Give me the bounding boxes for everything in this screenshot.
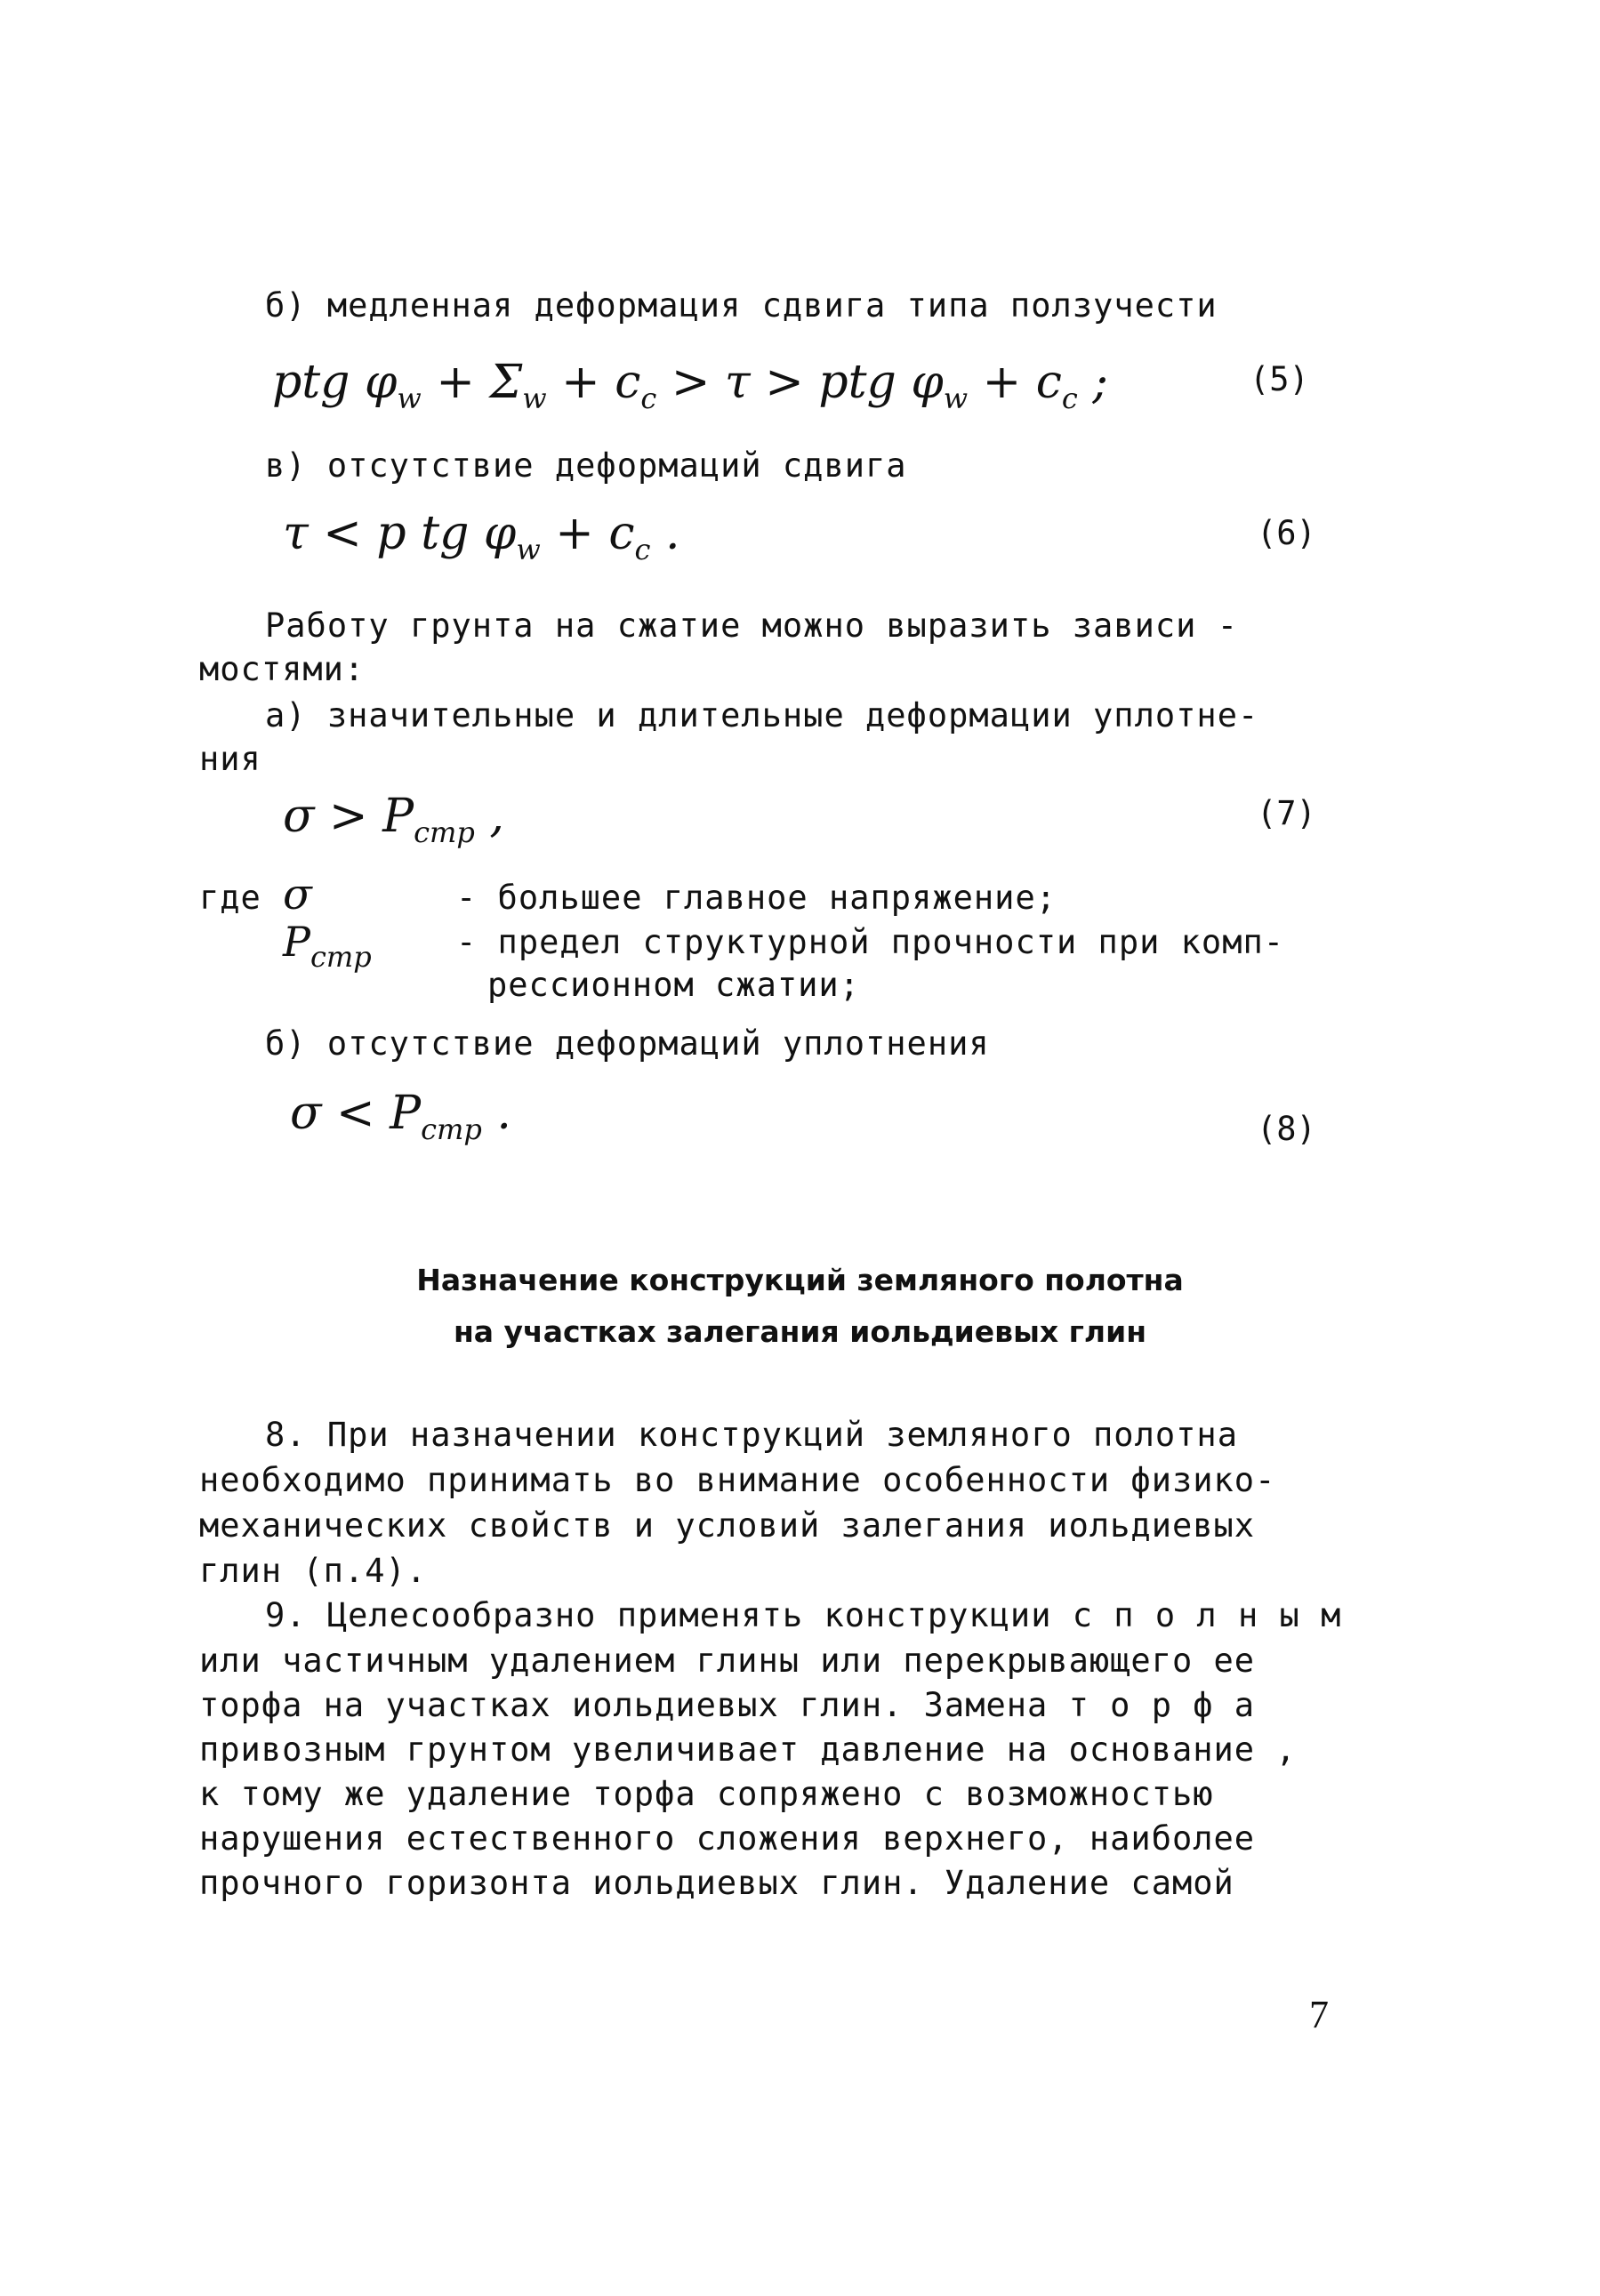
where-p-description-line2: рессионном сжатии;: [487, 966, 860, 1004]
p8-line: глин (п.4).: [199, 1552, 428, 1590]
p9-line: торфа на участках иольдиевых глин. Замена т о р ф а: [199, 1686, 1256, 1724]
item-a-line1: а) значительные и длительные деформации уплотне-: [265, 696, 1259, 735]
item-b-no-compaction: б) отсутствие деформаций уплотнения: [265, 1024, 990, 1063]
p9-line: или частичным удалением глины или перекрывающего ее: [199, 1642, 1256, 1680]
equation-number-8: (8): [1257, 1110, 1316, 1148]
formula-5: ptg $\varphi_w + \Sigma_w + c_c > \tau$ > ptg $\varphi_w + c_c$ ;: [272, 356, 1108, 415]
compression-intro-line2: мостями:: [199, 650, 366, 688]
page-number: 7: [1309, 1993, 1329, 2036]
p8-line: 8. При назначении конструкций земляного полотна: [265, 1416, 1238, 1454]
p8-line: необходимо принимать во внимание особенности физико-: [199, 1461, 1276, 1499]
equation-number-5: (5): [1250, 360, 1309, 398]
where-label: где: [199, 879, 261, 917]
item-v-no-shear: в) отсутствие деформаций сдвига: [265, 446, 907, 485]
section-heading-line1: Назначение конструкций земляного полотна: [416, 1263, 1184, 1297]
item-a-line2: ния: [199, 740, 261, 778]
p9-line: нарушения естественного сложения верхнего, наиболее: [199, 1819, 1256, 1858]
where-p-symbol: $P_{стр}$: [283, 918, 372, 974]
where-p-description-line1: - предел структурной прочности при комп-: [456, 923, 1285, 961]
compression-intro-line1: Работу грунта на сжатие можно выразить зависи -: [265, 606, 1238, 645]
p9-line: привозным грунтом увеличивает давление на основание ,: [199, 1730, 1297, 1769]
p8-line: механических свойств и условий залегания иольдиевых: [199, 1506, 1256, 1545]
p9-line: прочного горизонта иольдиевых глин. Удаление самой: [199, 1864, 1234, 1902]
where-sigma-description: - большее главное напряжение;: [456, 879, 1057, 917]
p9-line: 9. Целесообразно применять конструкции с п о л н ы м: [265, 1596, 1342, 1634]
formula-6: τ < p tg $\varphi_w + c_c$ .: [283, 507, 680, 566]
section-heading-line2: на участках залегания иольдиевых глин: [453, 1314, 1147, 1349]
equation-number-6: (6): [1257, 514, 1316, 552]
formula-8: $\sigma < P_{стр}$ .: [290, 1087, 511, 1146]
p9-line: к тому же удаление торфа сопряжено с возможностью: [199, 1775, 1214, 1813]
where-sigma-symbol: σ: [283, 870, 312, 919]
equation-number-7: (7): [1257, 794, 1316, 832]
item-b-creep: б) медленная деформация сдвига типа ползучести: [265, 286, 1218, 325]
formula-7: $\sigma > P_{стр}$ ,: [283, 790, 504, 849]
